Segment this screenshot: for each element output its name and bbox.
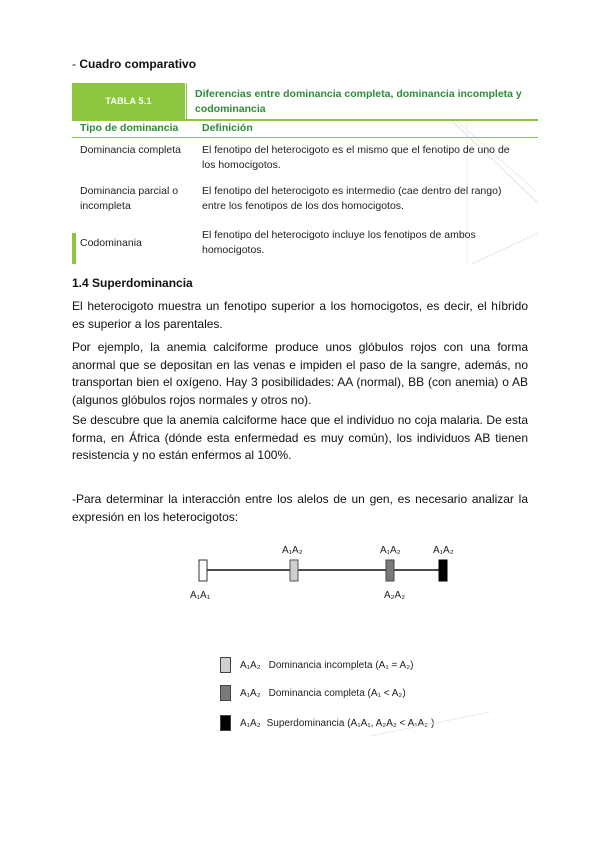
table-header-divider xyxy=(72,119,538,121)
table-row-3-type xyxy=(80,236,188,251)
row-3-def-line1: El fenotipo del heterocigoto incluye los fenotipos de ambos xyxy=(202,229,476,241)
label-a2a2: A₂A₂ xyxy=(384,590,406,601)
table-label: TABLA 5.1 xyxy=(72,83,185,119)
paragraph-2: Por ejemplo, la anemia calciforme produce unos glóbulos rojos con una forma anormal que se depositan en las venas e impiden el paso de la sangre, además, no transportan bien el oxígeno. Hay 3 posibilidades: AA (normal), BB (con anemia) o AB (algunos glóbulos rojos normales y otros no). xyxy=(72,340,528,407)
table-heading xyxy=(186,83,538,119)
allele-diagram xyxy=(180,538,480,608)
legend-swatch-black xyxy=(220,715,231,731)
column-header-definition: Definición xyxy=(202,122,253,134)
legend-text: Superdominancia (A₁A₁, A₂A₂ < A₁A₂ ) xyxy=(266,717,435,729)
row-2-def-line2: entre los fenotipos de los dos homocigotos. xyxy=(202,200,404,212)
label-top-2: A₁A₂ xyxy=(380,545,401,556)
section-dash: - xyxy=(72,57,76,71)
marker-complete-dominance xyxy=(386,560,394,581)
subheading-superdominancia: 1.4 Superdominancia xyxy=(72,276,193,290)
row-2-type-line2: incompleta xyxy=(80,200,131,212)
row-1-def-line1: El fenotipo del heterocigoto es el mismo que el fenotipo de uno de xyxy=(202,144,510,156)
table-row-1-type xyxy=(80,143,188,158)
legend-genotype: A₁A₂ xyxy=(240,687,261,699)
legend-swatch-dark-gray xyxy=(220,685,231,701)
paragraph-4: -Para determinar la interacción entre los alelos de un gen, es necesario analizar la expresión en los heterocigotos: xyxy=(72,492,528,524)
row-2-type-line1: Dominancia parcial o xyxy=(80,185,179,197)
table-heading-line1: Diferencias entre dominancia completa, dominancia incompleta y xyxy=(195,88,522,100)
table-row-2-definition xyxy=(202,184,532,214)
paragraph-1: El heterocigoto muestra un fenotipo superior a los homocigotos, es decir, el híbrido es superior a los parentales. xyxy=(72,299,528,331)
table-row-3-definition xyxy=(202,228,532,258)
marker-superdominance xyxy=(439,560,447,581)
legend-row-complete xyxy=(220,684,406,702)
row-3-def-line2: homocigotos. xyxy=(202,244,265,256)
legend-text: Dominancia completa (A₁ < A₂) xyxy=(268,687,406,699)
row-1-def-line2: los homocigotos. xyxy=(202,159,281,171)
table-subheader-divider xyxy=(72,137,538,138)
table-row-2-type xyxy=(80,184,188,214)
table-row-1-definition xyxy=(202,143,532,173)
comparison-table xyxy=(72,83,538,264)
legend-swatch-light-gray xyxy=(220,657,231,673)
table-heading-line2: codominancia xyxy=(195,103,266,115)
section-title-text: Cuadro comparativo xyxy=(79,57,197,71)
paragraph-3: Se descubre que la anemia calciforme hace que el individuo no coja malaria. De esta forma, en África (dónde esta enfermedad es muy común), los individuos AB tienen resistencia y no están enfermos al 100%. xyxy=(72,413,528,462)
row-3-type-line1: Codominania xyxy=(80,237,142,249)
column-header-type: Tipo de dominancia xyxy=(80,122,179,134)
legend-genotype: A₁A₂ xyxy=(240,659,261,671)
legend-text: Dominancia incompleta (A₁ = A₂) xyxy=(268,659,414,671)
label-top-3: A₁A₂ xyxy=(433,545,454,556)
label-a1a1: A₁A₁ xyxy=(190,590,211,601)
legend-genotype: A₁A₂ xyxy=(240,717,261,729)
diagram-legend xyxy=(220,656,480,736)
legend-row-incomplete xyxy=(220,656,413,674)
marker-incomplete-dominance xyxy=(290,560,298,581)
allele-diagram-svg xyxy=(180,538,480,608)
row-1-type-line1: Dominancia completa xyxy=(80,144,181,156)
row-2-def-line1: El fenotipo del heterocigoto es intermedio (cae dentro del rango) xyxy=(202,185,502,197)
legend-decoration xyxy=(370,708,490,738)
label-top-1: A₁A₂ xyxy=(282,545,303,556)
section-title xyxy=(72,57,196,71)
marker-homozygote-a1 xyxy=(199,560,207,581)
